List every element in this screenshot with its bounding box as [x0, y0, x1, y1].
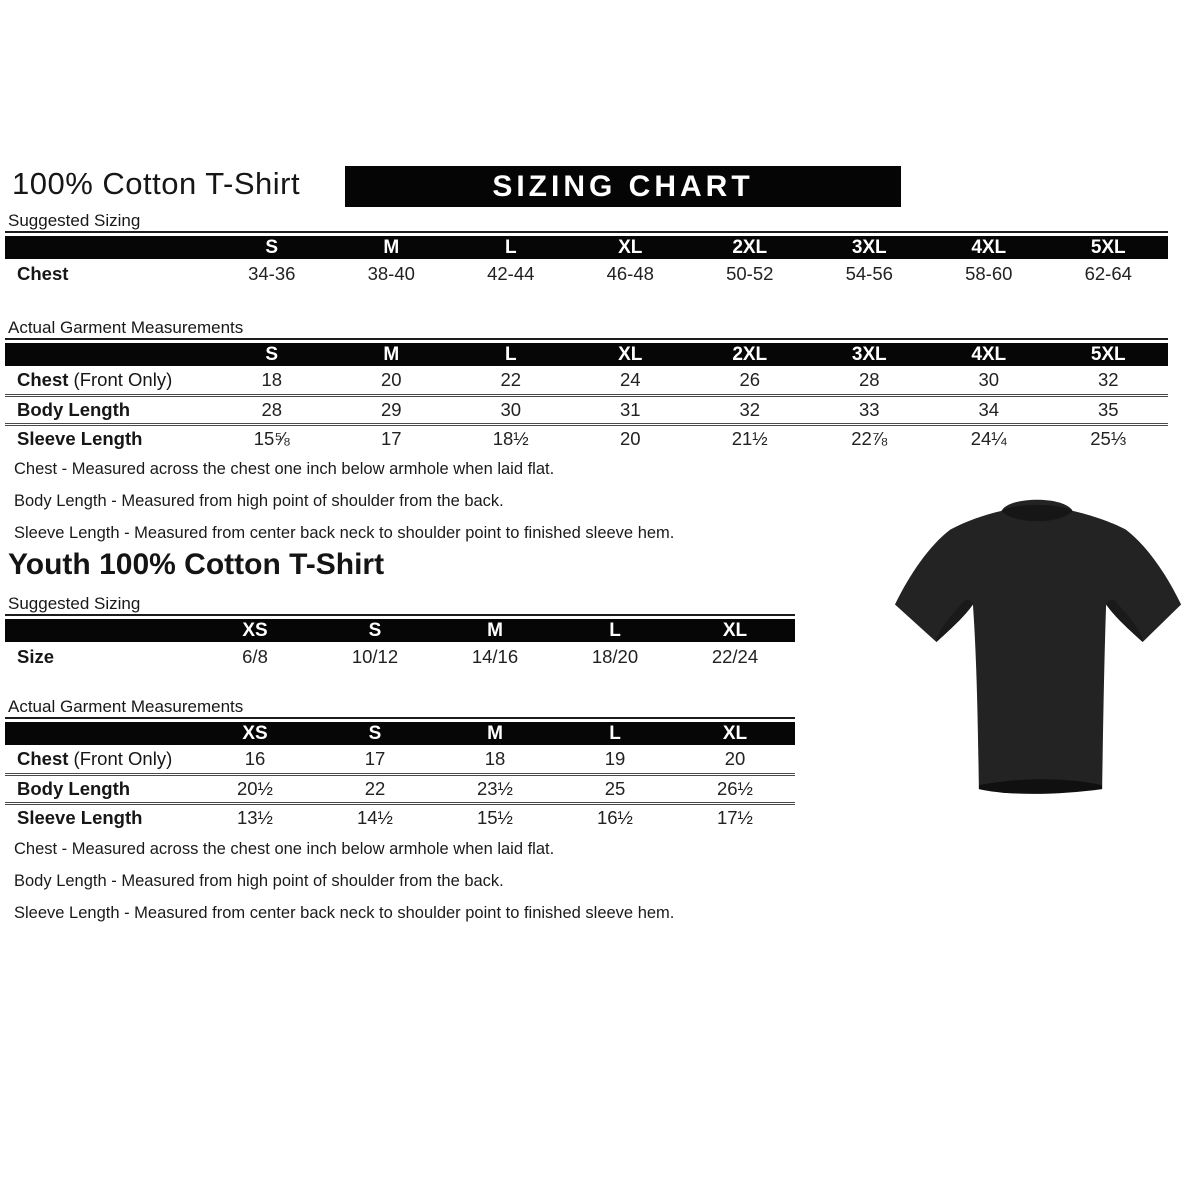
measurement-cell: 35: [1097, 398, 1119, 420]
corner-cell: [5, 619, 195, 642]
measurement-cell: 16½: [596, 807, 633, 829]
measurement-cell: 22/24: [711, 645, 759, 667]
measurement-cell: 10/12: [351, 645, 399, 667]
measurement-cell: 15½: [476, 807, 513, 829]
measurement-cell: 20: [724, 747, 746, 769]
adult-suggested-label: Suggested Sizing: [8, 211, 141, 230]
size-column-header: 2XL: [690, 343, 810, 366]
measurement-cell: 58-60: [965, 262, 1013, 284]
measurement-cell: 34-36: [248, 262, 296, 284]
size-column-header: XL: [571, 236, 691, 259]
sizing-table: [5, 236, 1168, 288]
table-row: [5, 259, 1168, 288]
measurement-cell: 24¼: [970, 428, 1007, 450]
adult-notes: [14, 458, 674, 554]
adult-suggested-table: [5, 231, 1168, 288]
corner-cell: [5, 722, 195, 745]
size-column-header: M: [435, 619, 555, 642]
size-column-header: XS: [195, 722, 315, 745]
row-label: Sleeve Length: [17, 807, 143, 829]
measurement-cell: 20: [619, 428, 641, 450]
measurement-cell: 25⅓: [1090, 428, 1127, 450]
measurement-cell: 18: [484, 747, 506, 769]
size-column-header: XL: [571, 343, 691, 366]
table-row: [5, 803, 795, 832]
measurement-cell: 18½: [492, 428, 529, 450]
measurement-cell: 46-48: [606, 262, 654, 284]
table-row: [5, 642, 795, 671]
note-line: Body Length - Measured from high point of shoulder from the back.: [14, 492, 504, 510]
size-column-header: 3XL: [810, 343, 930, 366]
measurement-cell: 21½: [731, 428, 768, 450]
row-label: Chest (Front Only): [17, 747, 173, 769]
size-column-header: S: [212, 343, 332, 366]
sizing-table: [5, 619, 795, 671]
note-line: Chest - Measured across the chest one inch below armhole when laid flat.: [14, 840, 555, 858]
row-label: Body Length: [17, 777, 131, 799]
measurement-cell: 42-44: [487, 262, 535, 284]
tshirt-image: [893, 483, 1189, 809]
row-label: Size: [17, 645, 55, 667]
table-row: [5, 745, 795, 774]
measurement-cell: 28: [261, 398, 283, 420]
measurement-cell: 18/20: [591, 645, 639, 667]
measurement-cell: 30: [500, 398, 522, 420]
measurement-cell: 32: [1097, 368, 1119, 390]
measurement-cell: 30: [978, 368, 1000, 390]
note-line: Body Length - Measured from high point of shoulder from the back.: [14, 872, 504, 890]
corner-cell: [5, 343, 212, 366]
measurement-cell: 22⅞: [851, 428, 888, 450]
measurement-cell: 54-56: [845, 262, 893, 284]
measurement-cell: 25: [604, 777, 626, 799]
measurement-cell: 24: [619, 368, 641, 390]
measurement-cell: 28: [858, 368, 880, 390]
size-column-header: L: [555, 619, 675, 642]
measurement-cell: 22: [364, 777, 386, 799]
youth-suggested-table: [5, 614, 795, 671]
measurement-cell: 17½: [716, 807, 753, 829]
measurement-cell: 62-64: [1084, 262, 1132, 284]
measurement-cell: 16: [244, 747, 266, 769]
youth-suggested-label: Suggested Sizing: [8, 594, 141, 613]
size-column-header: S: [212, 236, 332, 259]
size-column-header: 4XL: [929, 236, 1049, 259]
measurement-cell: 15⅝: [253, 428, 290, 450]
size-column-header: 2XL: [690, 236, 810, 259]
size-column-header: L: [555, 722, 675, 745]
measurement-cell: 31: [619, 398, 641, 420]
table-row: [5, 395, 1168, 424]
sizing-table: [5, 343, 1168, 453]
size-column-header: S: [315, 722, 435, 745]
row-label: Sleeve Length: [17, 428, 143, 450]
size-column-header: 3XL: [810, 236, 930, 259]
size-column-header: S: [315, 619, 435, 642]
youth-notes: [14, 838, 674, 934]
measurement-cell: 29: [380, 398, 402, 420]
table-row: [5, 366, 1168, 395]
size-column-header: L: [451, 343, 571, 366]
corner-cell: [5, 236, 212, 259]
measurement-cell: 34: [978, 398, 1000, 420]
measurement-cell: 22: [500, 368, 522, 390]
note-line: Sleeve Length - Measured from center back neck to shoulder point to finished sleeve hem.: [14, 904, 675, 922]
adult-actual-label: Actual Garment Measurements: [8, 318, 244, 337]
youth-actual-table: [5, 717, 795, 832]
table-row: [5, 424, 1168, 453]
size-column-header: L: [451, 236, 571, 259]
adult-actual-table: [5, 338, 1168, 453]
youth-title: Youth 100% Cotton T-Shirt: [8, 548, 385, 581]
size-column-header: M: [332, 343, 452, 366]
size-column-header: XS: [195, 619, 315, 642]
measurement-cell: 33: [858, 398, 880, 420]
measurement-cell: 17: [380, 428, 402, 450]
measurement-cell: 17: [364, 747, 386, 769]
size-column-header: XL: [675, 722, 795, 745]
size-column-header: M: [332, 236, 452, 259]
table-row: [5, 774, 795, 803]
measurement-cell: 19: [604, 747, 626, 769]
row-label: Chest (Front Only): [17, 368, 173, 390]
row-label: Body Length: [17, 398, 131, 420]
measurement-cell: 18: [261, 368, 283, 390]
sizing-table: [5, 722, 795, 832]
measurement-cell: 20: [380, 368, 402, 390]
size-column-header: 5XL: [1049, 343, 1169, 366]
measurement-cell: 50-52: [726, 262, 774, 284]
size-column-header: 4XL: [929, 343, 1049, 366]
measurement-cell: 26: [739, 368, 761, 390]
measurement-cell: 32: [739, 398, 761, 420]
measurement-cell: 14/16: [471, 645, 519, 667]
measurement-cell: 20½: [236, 777, 273, 799]
note-line: Sleeve Length - Measured from center back neck to shoulder point to finished sleeve hem.: [14, 524, 675, 542]
size-column-header: XL: [675, 619, 795, 642]
measurement-cell: 26½: [716, 777, 753, 799]
youth-actual-label: Actual Garment Measurements: [8, 697, 244, 716]
black-tshirt-icon: [893, 483, 1189, 809]
measurement-cell: 14½: [356, 807, 393, 829]
measurement-cell: 23½: [476, 777, 513, 799]
measurement-cell: 13½: [236, 807, 273, 829]
row-label: Chest: [17, 262, 69, 284]
size-column-header: M: [435, 722, 555, 745]
note-line: Chest - Measured across the chest one inch below armhole when laid flat.: [14, 460, 555, 478]
measurement-cell: 6/8: [242, 645, 268, 667]
measurement-cell: 38-40: [367, 262, 415, 284]
size-column-header: 5XL: [1049, 236, 1169, 259]
sizing-chart-banner: SIZING CHART: [345, 166, 901, 207]
page-title: 100% Cotton T-Shirt: [12, 166, 301, 201]
